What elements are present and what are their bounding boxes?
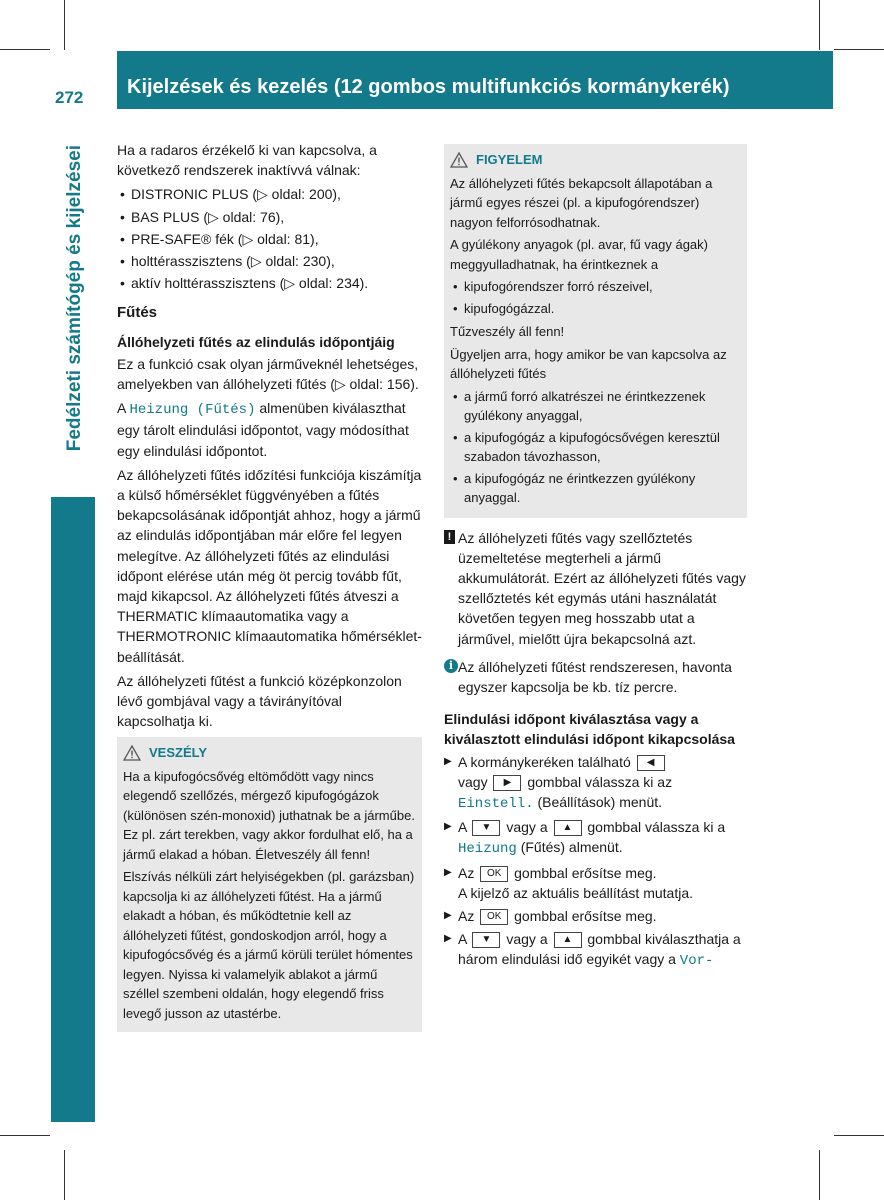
list-item: • kipufogórendszer forró részeivel, bbox=[450, 277, 741, 297]
warning-text: Az állóhelyzeti fűtés bekapcsolt állapotában a jármű egyes részei (pl. a kipufogórendszer) nagyon felforrósodhatnak. bbox=[450, 175, 713, 230]
list-item: • kipufogógázzal. bbox=[450, 299, 741, 319]
up-arrow-key-icon: ▲ bbox=[554, 932, 582, 948]
right-arrow-key-icon: ▶ bbox=[493, 775, 521, 791]
danger-title: VESZÉLY bbox=[123, 743, 416, 763]
warning-list bbox=[450, 277, 741, 318]
list-item: • a kipufogógáz ne érintkezzen gyúlékony anyaggal. bbox=[450, 469, 741, 508]
right-column bbox=[444, 140, 747, 975]
crop-mark bbox=[834, 49, 884, 50]
step: ▶ Az OK gombbal erősítse meg. bbox=[444, 906, 747, 926]
left-column bbox=[117, 140, 422, 1042]
page-number: 272 bbox=[55, 88, 84, 107]
side-tab bbox=[51, 497, 95, 1122]
subsection-heading: Elindulási időpont kiválasztása vagy a kiválasztott elindulási időpont kikapcsolása bbox=[444, 711, 735, 748]
steps-list bbox=[444, 752, 747, 972]
paragraph: Ez a funkció csak olyan járműveknél lehetséges, amelyekben van állóhelyzeti fűtés (▷ oldal: 156). bbox=[117, 355, 419, 393]
step: ▶ Az OK gombbal erősítse meg. A kijelző az aktuális beállítást mutatja. bbox=[444, 863, 747, 903]
ok-key-icon: OK bbox=[480, 909, 508, 925]
ok-key-icon: OK bbox=[480, 866, 508, 882]
paragraph: Az állóhelyzeti fűtés időzítési funkciója kiszámítja a külső hőmérséklet függvényében a fűtés bekapcsolásának időpontját ahhoz, hogy a jármű az elindulás időpontjában már előre fel legyen melegítve. Az állóhelyzeti fűtés az elindulási időpont elérése után még öt percig tovább fűt, majd kikapcsol. Az állóhelyzeti fűtés átveszi a THERMATIC klímaautomatika vagy a THERMOTRONIC klímaautomatika hőmérséklet-beállítását. bbox=[117, 466, 422, 665]
section-heading: Fűtés bbox=[117, 304, 158, 322]
warning-text: Tűzveszély áll fenn! bbox=[450, 324, 565, 339]
menu-name: Heizung bbox=[458, 841, 517, 858]
warning-box bbox=[444, 144, 747, 518]
menu-name: Vor- bbox=[679, 953, 714, 970]
list-item: • a jármű forró alkatrészei ne érintkezzenek gyúlékony anyaggal, bbox=[450, 387, 741, 426]
page-title: Kijelzések és kezelés (12 gombos multifunkciós kormánykerék) bbox=[127, 76, 730, 98]
menu-name: Heizung (Fűtés) bbox=[129, 402, 256, 419]
up-arrow-key-icon: ▲ bbox=[554, 820, 582, 836]
list-item: • PRE-SAFE® fék (▷ oldal: 81), bbox=[117, 229, 422, 249]
paragraph: A Heizung (Fűtés) almenüben kiválaszthat egy tárolt elindulási időpontot, vagy módosíthat egy elindulási időpontot. bbox=[117, 400, 409, 459]
warning-triangle-icon bbox=[450, 152, 468, 168]
info-icon: i bbox=[444, 659, 458, 673]
crop-mark bbox=[64, 0, 65, 50]
down-arrow-key-icon: ▼ bbox=[472, 932, 500, 948]
subsection-heading: Állóhelyzeti fűtés az elindulás időpontjáig bbox=[117, 333, 395, 350]
crop-mark bbox=[0, 49, 50, 50]
disabled-systems-list bbox=[117, 184, 422, 293]
list-item: • DISTRONIC PLUS (▷ oldal: 200), bbox=[117, 184, 422, 204]
danger-text: Ha a kipufogócsővég eltömődött vagy nincs elegendő szellőzés, mérgező kipufogógázok (különösen szén-monoxid) juthatnak be a járműbe. Ez pl. zárt terekben, vagy akkor fordulhat elő, ha a jármű elakad a hóban. Életveszély áll fenn! bbox=[123, 768, 415, 862]
list-item: • holttérasszisztens (▷ oldal: 230), bbox=[117, 251, 422, 271]
danger-text: Elszívás nélküli zárt helyiségekben (pl. garázsban) kapcsolja ki az állóhelyzeti fűtést. Ha a jármű elakadt a hóban, és működtetnie kell az állóhelyzeti fűtést, gondoskodjon arról, hogy a kipufogócsővég és a jármű körüli terület hómentes legyen. Nyissa ki valamelyik ablakot a jármű széllel szembeni oldalán, hogy elegendő friss levegő jusson az utastérbe. bbox=[123, 869, 415, 1021]
menu-name: Einstell. bbox=[458, 795, 534, 812]
danger-box bbox=[117, 737, 422, 1032]
crop-mark bbox=[834, 1135, 884, 1136]
crop-mark bbox=[819, 0, 820, 50]
warning-title: FIGYELEM bbox=[450, 150, 741, 170]
intro-text: Ha a radaros érzékelő ki van kapcsolva, a következő rendszerek inaktívvá válnak: bbox=[117, 142, 377, 179]
exclamation-icon: ! bbox=[444, 530, 455, 544]
caution-note: ! Az állóhelyzeti fűtés vagy szellőztetés üzemeltetése megterheli a jármű akkumulátorát. Ezért az állóhelyzeti fűtés vagy szellőztetés két egymás utáni használatát követően tegyen meg hosszabb utat a járművel, mielőtt újra bekapcsolná azt. bbox=[444, 528, 747, 649]
step: ▶ A kormánykeréken található ◀ vagy ▶ gombbal válassza ki az Einstell. (Beállítások) menüt. bbox=[444, 752, 747, 815]
list-item: • BAS PLUS (▷ oldal: 76), bbox=[117, 207, 422, 227]
left-arrow-key-icon: ◀ bbox=[637, 755, 665, 771]
side-title: Fedélzeti számítógép és kijelzései bbox=[64, 145, 85, 452]
step: ▶ A ▼ vagy a ▲ gombbal válassza ki a Heizung (Fűtés) almenüt. bbox=[444, 817, 747, 859]
crop-mark bbox=[0, 1135, 50, 1136]
down-arrow-key-icon: ▼ bbox=[472, 820, 500, 836]
warning-triangle-icon bbox=[123, 745, 141, 761]
header-bar bbox=[117, 51, 833, 109]
crop-mark bbox=[819, 1150, 820, 1200]
warning-text: Ügyeljen arra, hogy amikor be van kapcsolva az állóhelyzeti fűtés bbox=[450, 346, 727, 381]
warning-text: A gyúlékony anyagok (pl. avar, fű vagy ágak) meggyulladhatnak, ha érintkeznek a bbox=[450, 237, 708, 272]
info-note: i Az állóhelyzeti fűtést rendszeresen, havonta egyszer kapcsolja be kb. tíz percre. bbox=[444, 657, 747, 697]
crop-mark bbox=[64, 1150, 65, 1200]
paragraph: Az állóhelyzeti fűtést a funkció középkonzolon lévő gombjával vagy a távirányítóval kapcsolhatja ki. bbox=[117, 672, 402, 730]
step: ▶ A ▼ vagy a ▲ gombbal kiválaszthatja a három elindulási idő egyikét vagy a Vor- bbox=[444, 929, 747, 971]
warning-list bbox=[450, 387, 741, 508]
list-item: • a kipufogógáz a kipufogócsővégen keresztül szabadon távozhasson, bbox=[450, 428, 741, 467]
list-item: • aktív holttérasszisztens (▷ oldal: 234). bbox=[117, 273, 422, 293]
